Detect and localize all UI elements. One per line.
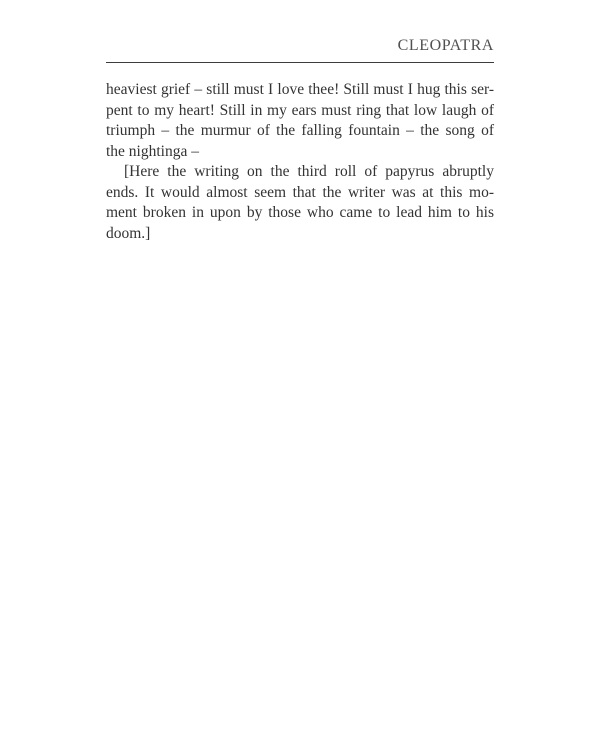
text-line: ment broken in upon by those who came to lead him to his — [106, 204, 494, 221]
paragraph — [106, 162, 494, 244]
text-line: triumph – the murmur of the falling fountain – the song of — [106, 122, 494, 139]
running-header-title: CLEOPATRA — [397, 37, 494, 54]
text-line: the nightinga – — [106, 142, 199, 160]
text-line: pent to my heart! Still in my ears must ring that low laugh of — [106, 101, 494, 119]
text-line: [Here the writing on the third roll of papyrus abruptly — [124, 163, 494, 180]
paragraph — [106, 80, 494, 162]
body-text — [106, 80, 494, 244]
text-line: ends. It would almost seem that the writer was at this mo- — [106, 183, 494, 201]
text-line: doom.] — [106, 224, 151, 242]
text-line: heaviest grief – still must I love thee! Still must I hug this ser- — [106, 81, 494, 98]
header-rule — [106, 62, 494, 63]
